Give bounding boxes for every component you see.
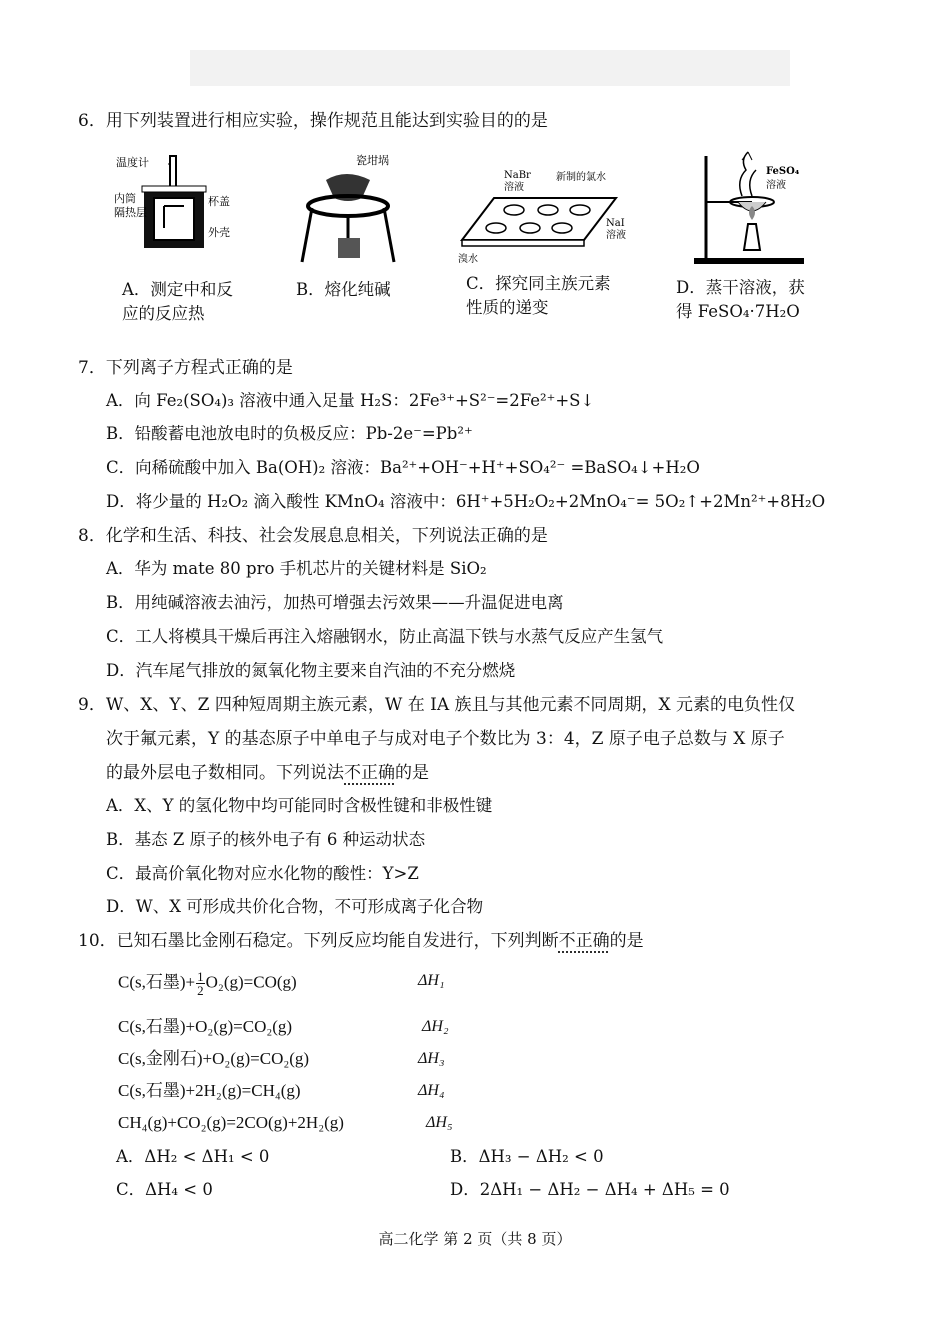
q9-option-a[interactable]: A．X、Y 的氢化物中均可能同时含极性键和非极性键	[106, 796, 493, 815]
q9-option-b[interactable]: B．基态 Z 原子的核外电子有 6 种运动状态	[106, 830, 426, 849]
q6-option-d-line2: 得 FeSO₄·7H₂O	[676, 302, 800, 321]
fig-a-label-insulation: 隔热层	[114, 206, 147, 219]
fig-c-label-nabr-sol: 溶液	[504, 182, 524, 193]
q10-equation-4: C(s,石墨)+2H₂(g)=CH₄(g)	[118, 1081, 301, 1100]
q9-option-c[interactable]: C．最高价氧化物对应水化物的酸性：Y>Z	[106, 864, 419, 883]
page-footer: 高二化学 第 2 页（共 8 页）	[378, 1230, 572, 1248]
q10-equation-3: C(s,金刚石)+O₂(g)=CO₂(g)	[118, 1049, 310, 1068]
q6-stem: 6．用下列装置进行相应实验，操作规范且能达到实验目的的是	[78, 111, 548, 131]
figure-b-crucible-stand	[296, 150, 406, 270]
fig-b-label-crucible: 瓷坩埚	[356, 154, 389, 167]
fig-c-label-nabr: NaBr	[504, 170, 531, 181]
q9-stem-line3-a: 的最外层电子数相同。下列说法	[106, 763, 344, 783]
q6-option-a-line1: A．测定中和反	[122, 280, 233, 299]
q10-stem-a: 10．已知石墨比金刚石稳定。下列反应均能自发进行，下列判断	[78, 931, 559, 951]
eq1-numerator: 1	[197, 969, 204, 984]
fig-c-label-nai: NaI	[606, 218, 625, 229]
fig-c-label-bromine-water: 溴水	[458, 254, 478, 265]
q9-stem-line2: 次于氟元素，Y 的基态原子中单电子与成对电子个数比为 3：4，Z 原子电子总数与 X 原子	[106, 729, 785, 749]
q9-stem-line3-c: 的是	[395, 763, 429, 783]
q10-option-b[interactable]: B．ΔH₃ − ΔH₂ < 0	[450, 1147, 604, 1166]
q10-equation-1	[118, 970, 297, 997]
fig-a-label-shell: 外壳	[208, 226, 230, 239]
eq1-part-a: C(s,石墨)+	[118, 972, 196, 992]
q10-emphasis-incorrect: 不正确	[558, 931, 610, 951]
fig-d-label-solution: 溶液	[766, 180, 786, 191]
q10-option-c[interactable]: C．ΔH₄ < 0	[116, 1180, 213, 1199]
q8-stem: 8．化学和生活、科技、社会发展息息相关，下列说法正确的是	[78, 526, 548, 546]
q10-dh5: ΔH₅	[426, 1114, 453, 1131]
fig-d-label-feso4: FeSO₄	[766, 166, 800, 177]
q8-option-c[interactable]: C．工人将模具干燥后再注入熔融钢水，防止高温下铁与水蒸气反应产生氢气	[106, 627, 664, 646]
q10-stem	[78, 930, 644, 952]
q7-option-b[interactable]: B．铅酸蓄电池放电时的负极反应：Pb-2e⁻=Pb²⁺	[106, 424, 473, 443]
q6-option-b[interactable]	[296, 278, 391, 302]
q10-option-d[interactable]: D．2ΔH₁ − ΔH₂ − ΔH₄ + ΔH₅ = 0	[450, 1180, 730, 1199]
q7-option-a[interactable]: A．向 Fe₂(SO₄)₃ 溶液中通入足量 H₂S：2Fe³⁺+S²⁻=2Fe²⁺+S↓	[106, 391, 595, 410]
fig-a-label-thermometer: 温度计	[116, 156, 149, 169]
eq1-fraction	[196, 970, 205, 997]
q6-option-c-line1: C．探究同主族元素	[466, 274, 611, 293]
q7-option-c[interactable]: C．向稀硫酸中加入 Ba(OH)₂ 溶液：Ba²⁺+OH⁻+H⁺+SO₄²⁻ =BaSO₄↓+H₂O	[106, 458, 700, 477]
fig-a-label-inner: 内筒	[114, 192, 136, 205]
q10-dh4: ΔH₄	[418, 1082, 445, 1099]
figure-a-calorimeter	[112, 150, 242, 270]
fig-c-label-chlorine-water: 新制的氯水	[556, 172, 606, 183]
q7-option-d[interactable]: D．将少量的 H₂O₂ 滴入酸性 KMnO₄ 溶液中：6H⁺+5H₂O₂+2MnO₄⁻= 5O₂↑+2Mn²⁺+8H₂O	[106, 492, 826, 511]
q9-stem-line3	[106, 762, 429, 784]
q10-dh3: ΔH₃	[418, 1050, 445, 1067]
q10-dh2: ΔH₂	[422, 1018, 449, 1035]
q8-option-d[interactable]: D．汽车尾气排放的氮氧化物主要来自汽油的不充分燃烧	[106, 661, 516, 680]
q10-stem-c: 的是	[609, 931, 644, 951]
q8-option-a[interactable]: A．华为 mate 80 pro 手机芯片的关键材料是 SiO₂	[106, 559, 487, 578]
q6-option-a[interactable]	[122, 278, 233, 326]
q6-option-c-line2: 性质的递变	[466, 298, 549, 317]
q9-emphasis-incorrect: 不正确	[344, 763, 395, 783]
eq1-denominator: 2	[197, 983, 204, 998]
q10-equation-2: C(s,石墨)+O₂(g)=CO₂(g)	[118, 1017, 293, 1036]
q6-option-b-line1: B．熔化纯碱	[296, 280, 391, 299]
q6-option-c[interactable]	[466, 272, 611, 320]
fig-a-label-lid: 杯盖	[208, 195, 230, 208]
q6-option-a-line2: 应的反应热	[122, 304, 205, 323]
q6-option-d[interactable]	[676, 276, 805, 324]
q10-option-a[interactable]: A．ΔH₂ < ΔH₁ < 0	[116, 1147, 270, 1166]
figure-c-spot-plate	[456, 150, 626, 270]
figure-d-evaporation	[690, 150, 820, 270]
fig-c-label-nai-sol: 溶液	[606, 230, 626, 241]
eq1-part-b: O₂(g)=CO(g)	[205, 972, 297, 992]
q9-option-d[interactable]: D．W、X 可形成共价化合物，不可形成离子化合物	[106, 897, 484, 916]
q8-option-b[interactable]: B．用纯碱溶液去油污，加热可增强去污效果——升温促进电离	[106, 593, 564, 612]
q7-stem: 7．下列离子方程式正确的是	[78, 358, 293, 378]
scan-shading	[190, 50, 790, 86]
q6-option-d-line1: D．蒸干溶液，获	[676, 278, 805, 297]
q10-equation-5: CH₄(g)+CO₂(g)=2CO(g)+2H₂(g)	[118, 1113, 344, 1132]
q9-stem-line1: 9．W、X、Y、Z 四种短周期主族元素，W 在 IA 族且与其他元素不同周期，X 元素的电负性仅	[78, 695, 796, 715]
q10-dh1: ΔH₁	[418, 972, 445, 989]
